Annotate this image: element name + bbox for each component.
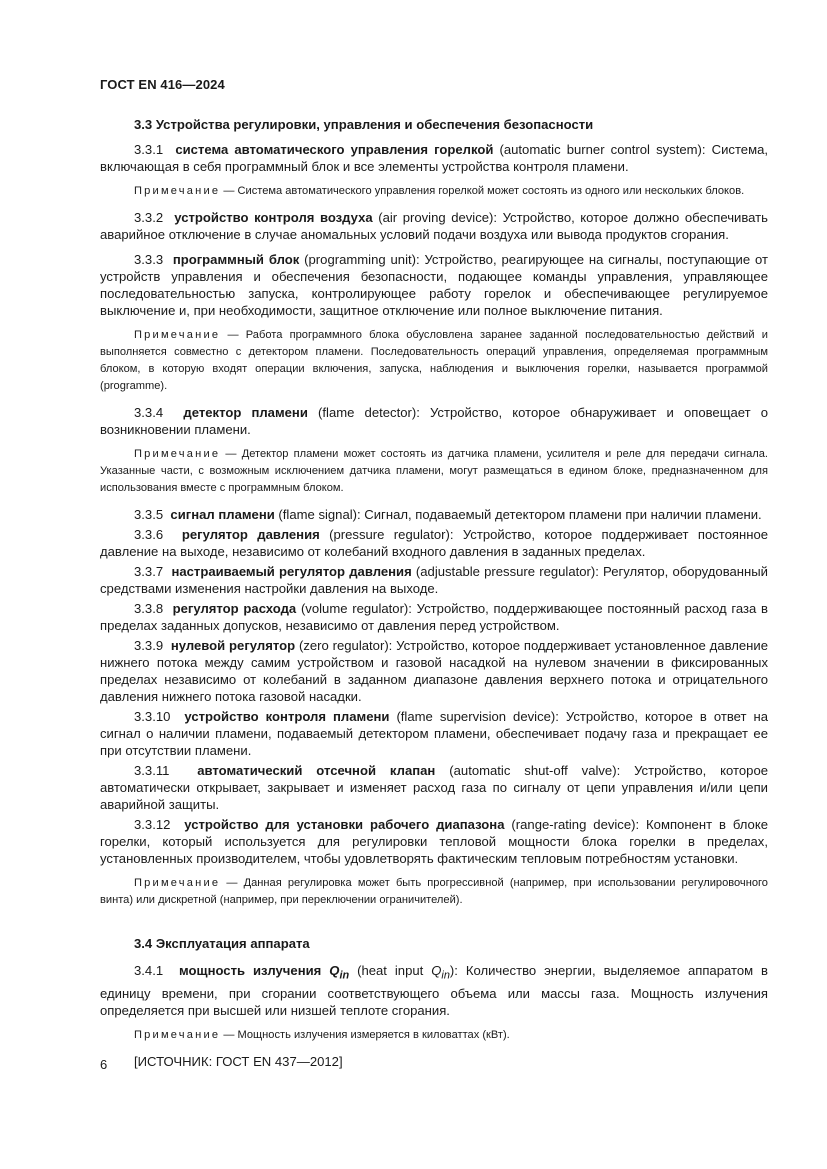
note-label: Примечание (134, 1028, 221, 1041)
term-definition: (adjustable pressure regulator): Регулятор, оборудованный средствами изменения настройки давления на выходе. (100, 564, 768, 596)
term-number: 3.3.5 (134, 507, 164, 522)
term-number: 3.3.9 (134, 638, 164, 653)
term-number: 3.3.2 (134, 210, 164, 225)
term-definition: (volume regulator): Устройство, поддерживающее постоянный расход газа в пределах заданных допусков, независимо от давления перед устройством. (100, 601, 768, 633)
note (100, 875, 768, 909)
term-definition-prefix: (heat input (357, 963, 424, 978)
term-3-3-1 (100, 141, 768, 175)
term-3-3-9 (100, 637, 768, 705)
term-name: устройство контроля воздуха (174, 210, 373, 225)
term-name: регулятор давления (181, 527, 320, 542)
term-number: 3.3.12 (134, 817, 171, 832)
term-name: устройство контроля пламени (184, 709, 390, 724)
symbol-q-in-inline: $Q_{in}$ (431, 963, 450, 982)
term-number: 3.3.3 (134, 252, 164, 267)
term-3-3-11 (100, 762, 768, 813)
symbol-q-in: $Q_{in}$ (329, 963, 350, 982)
page-number: 6 (100, 1057, 108, 1072)
note (100, 327, 768, 395)
term-3-4-1 (100, 962, 768, 1019)
section-heading: 3.4 Эксплуатация аппарата (134, 936, 310, 951)
term-name: устройство для установки рабочего диапазона (184, 817, 505, 832)
note-text: — Работа программного блока обусловлена заранее заданной последовательностью действий и выполняется совместно с детектором пламени. Последовательность операций управления, определяемая программным блоком, в которую входят операции включения, запуска, наблюдения и выключения горелки, называется программой (programme). (100, 329, 768, 392)
term-number: 3.3.8 (134, 601, 164, 616)
document-header: ГОСТ EN 416—2024 (100, 77, 225, 92)
term-3-3-2 (100, 209, 768, 243)
note-text: — Мощность излучения измеряется в киловаттах (кВт). (223, 1028, 510, 1041)
term-3-3-12 (100, 816, 768, 867)
term-number: 3.3.11 (134, 763, 170, 778)
note-label: Примечание (134, 877, 221, 889)
source-reference: [ИСТОЧНИК: ГОСТ EN 437—2012] (134, 1053, 343, 1069)
term-name: нулевой регулятор (170, 638, 296, 653)
term-name: сигнал пламени (170, 507, 275, 522)
term-number: 3.3.6 (134, 527, 164, 542)
term-3-3-5 (100, 506, 768, 523)
term-name: детектор пламени (183, 405, 308, 420)
note-label: Примечание (134, 448, 221, 460)
term-definition: (air proving device): Устройство, которое должно обеспечивать аварийное отключение в случае аномальных условий подачи воздуха или вывода продуктов сгорания. (100, 210, 768, 242)
term-name: система автоматического управления горелкой (175, 142, 494, 157)
term-name: автоматический отсечной клапан (197, 763, 436, 778)
term-definition: (flame supervision device): Устройство, которое в ответ на сигнал о наличии пламени, подаваемый детектором пламени, обеспечивает подачу газа и прекращает ее при отсутствии пламени. (100, 709, 768, 758)
term-number: 3.4.1 (134, 963, 164, 978)
note-text: — Данная регулировка может быть прогрессивной (например, при использовании регулировочного винта) или дискретной (например, при переключении ограничителей). (100, 877, 768, 906)
term-name: регулятор расхода (172, 601, 297, 616)
note (100, 446, 768, 497)
note-text: — Система автоматического управления горелкой может состоять из одного или нескольких блоков. (223, 185, 745, 197)
section-heading: 3.3 Устройства регулировки, управления и обеспечения безопасности (134, 117, 594, 132)
term-3-3-3 (100, 251, 768, 319)
document-body (100, 116, 768, 1070)
note (100, 183, 768, 200)
term-3-3-4 (100, 404, 768, 438)
term-3-3-7 (100, 563, 768, 597)
term-definition: (flame detector): Устройство, которое обнаруживает и оповещает о возникновении пламени. (100, 405, 769, 437)
term-name: настраиваемый регулятор давления (171, 564, 412, 579)
term-number: 3.3.4 (134, 405, 164, 420)
term-number: 3.3.7 (134, 564, 164, 579)
term-name: мощность излучения (179, 963, 322, 978)
term-definition: (pressure regulator): Устройство, которое поддерживает постоянное давление на выходе, независимо от колебаний входного давления в заданных пределах. (100, 527, 769, 559)
term-definition: (programming unit): Устройство, реагирующее на сигналы, поступающие от устройств управления и обеспечения безопасности, подающее команды управления, управляющее последовательностью запуска, контролирующее работу горелок и обеспечивающее регулируемое выключение и, при необходимости, защитное отключение или полное выключение питания. (100, 252, 769, 318)
note-label: Примечание (134, 329, 221, 341)
term-3-3-8 (100, 600, 768, 634)
term-number: 3.3.1 (134, 142, 164, 157)
note-label: Примечание (134, 185, 221, 197)
term-3-3-6 (100, 526, 768, 560)
note (100, 1027, 768, 1044)
term-definition: (automatic shut-off valve): Устройство, которое автоматически открывает, закрывает и изменяет расход газа по сигналу от цепи управления и/или цепи аварийной защиты. (100, 763, 769, 812)
term-number: 3.3.10 (134, 709, 171, 724)
term-definition: ): Количество энергии, выделяемое аппаратом в единицу времени, при сгорании соответствующего объема или массы газа. Мощность излучения определяется при высшей или низшей теплоте сгорания. (100, 963, 769, 1018)
term-definition: (zero regulator): Устройство, которое поддерживает установленное давление нижнего потока между самим устройством и газовой насадкой на нулевом значении в фиксированных пределах независимо от колебаний в заданном диапазоне давления верхнего потока и отрицательного давления нижнего потока газовой насадки. (100, 638, 769, 704)
note-text: — Детектор пламени может состоять из датчика пламени, усилителя и реле для передачи сигнала. Указанные части, с возможным исключением датчика пламени, могут размещаться в едином блоке, предназначенном для использования вместе с программным блоком. (100, 448, 768, 494)
term-definition: (automatic burner control system): Система, включающая в себя программный блок и все элементы устройства контроля пламени. (100, 142, 768, 174)
term-definition: (range-rating device): Компонент в блоке горелки, который используется для регулировки тепловой мощности блока горелки в пределах, установленных производителем, чтобы удовлетворять фактическим тепловым потребностям установки. (100, 817, 768, 866)
term-3-3-10 (100, 708, 768, 759)
term-name: программный блок (172, 252, 300, 267)
term-definition: (flame signal): Сигнал, подаваемый детектором пламени при наличии пламени. (278, 507, 762, 522)
